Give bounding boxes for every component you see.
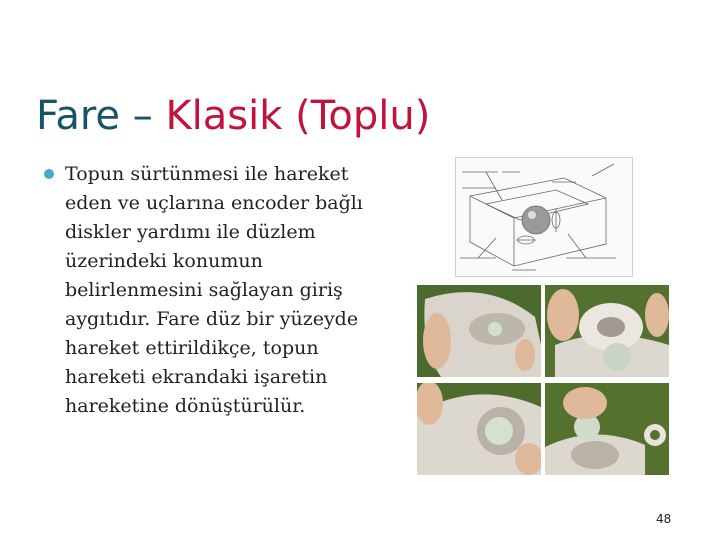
slide-title-main: Fare – xyxy=(36,93,166,139)
mouse-photo-2 xyxy=(545,285,669,377)
mouse-photo-1 xyxy=(417,285,541,377)
slide-title-accent: Klasik (Toplu) xyxy=(165,93,431,139)
mouse-mechanism-diagram xyxy=(455,157,633,277)
slide-title xyxy=(36,88,430,144)
mouse-diagram-drawing xyxy=(456,158,632,276)
mouse-photo-3 xyxy=(417,383,541,475)
page-number: 48 xyxy=(656,512,672,526)
mouse-photo-4 xyxy=(545,383,669,475)
bullet-icon xyxy=(44,169,54,179)
bullet-text: Topun sürtünmesi ile hareket eden ve uçlarına encoder bağlı diskler yardımı ile düzlem üzerindeki konumun belirlenmesini sağlayan giriş aygıtıdır. Fare düz bir yüzeyde hareket ettirildikçe, topun hareketi ekrandaki işaretin hareketine dönüştürülür. xyxy=(65,163,363,417)
